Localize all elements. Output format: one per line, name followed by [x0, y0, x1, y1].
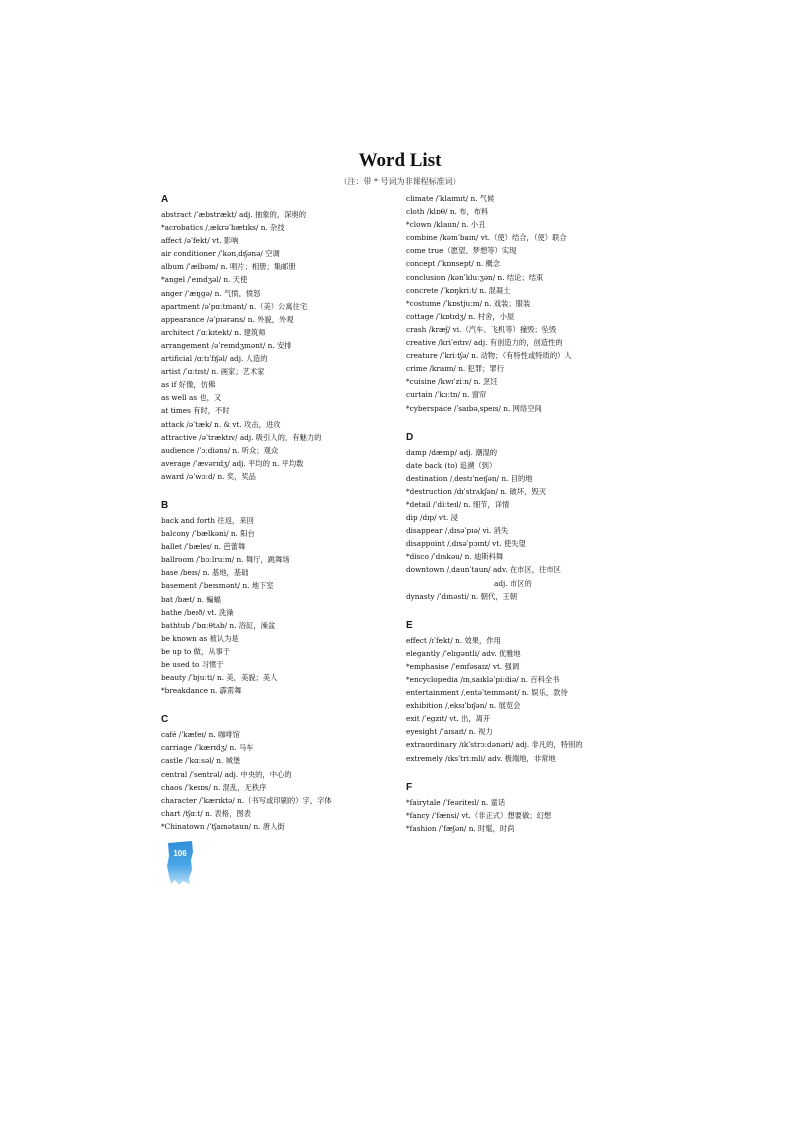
word-entry — [161, 741, 396, 754]
word-entry-text: back and forth 往返，来回 — [161, 515, 254, 525]
word-entry — [161, 404, 396, 417]
word-entry-text: artificial /ɑːtɪˈfɪʃəl/ adj. 人造的 — [161, 354, 268, 364]
word-entry — [161, 365, 396, 378]
word-entry — [161, 632, 396, 645]
word-entry — [406, 205, 646, 218]
word-entry — [161, 431, 396, 444]
word-entry — [161, 645, 396, 658]
word-entry — [161, 208, 396, 221]
word-entry-text: cottage /ˈkɒtɪdʒ/ n. 村舍，小屋 — [406, 311, 515, 321]
word-entry-text: basement /ˈbeɪsmənt/ n. 地下室 — [161, 581, 274, 591]
word-entry-text: *fancy /ˈfænsi/ vt.（非正式）想要做；幻想 — [406, 810, 552, 820]
word-entry-text: downtown /ˌdaunˈtaun/ adv. 在市区，往市区 — [406, 565, 561, 575]
word-entry — [406, 537, 646, 550]
word-entry-text: climate /ˈklaɪmɪt/ n. 气候 — [406, 194, 495, 203]
word-entry-text: eyesight /ˈaɪsaɪt/ n. 视力 — [406, 727, 493, 737]
word-entry-text: *disco /ˈdɪskəu/ n. 迪斯科舞 — [406, 552, 504, 562]
word-entry-text: anger /ˈæŋgə/ n. 气愤，愤怒 — [161, 288, 261, 298]
word-entry — [406, 752, 646, 765]
word-entry — [406, 563, 646, 576]
word-entry — [161, 339, 396, 352]
word-entry — [406, 362, 646, 375]
word-entry-text: *destruction /dɪˈstrʌkʃən/ n. 破坏，毁灭 — [406, 486, 547, 496]
word-entry-text: destination /ˌdestɪˈneɪʃən/ n. 目的地 — [406, 473, 533, 483]
word-entry — [161, 234, 396, 247]
page-title: Word List — [358, 150, 442, 171]
word-entry — [161, 593, 396, 606]
word-entry-text: come true（愿望、梦想等）实现 — [406, 246, 517, 256]
word-entry-text: bathtub /ˈbɑːθtʌb/ n. 浴缸，澡盆 — [161, 620, 276, 630]
word-entry — [406, 336, 646, 349]
word-entry-text: *cuisine /kwɪˈziːn/ n. 烹饪 — [406, 377, 498, 387]
word-entry-text: artist /ˈɑːtɪst/ n. 画家；艺术家 — [161, 367, 265, 377]
word-entry — [161, 457, 396, 470]
word-entry-text: *breakdance n. 霹雳舞 — [161, 686, 242, 696]
word-entry-text: appearance /əˈpɪərəns/ n. 外貌，外观 — [161, 314, 294, 324]
section-letter: B — [161, 499, 169, 511]
word-entry — [406, 590, 646, 603]
word-entry — [161, 794, 396, 807]
word-entry-text: abstract /ˈæbstrækt/ adj. 抽象的，深奥的 — [161, 210, 307, 219]
word-entry-text: be used to 习惯于 — [161, 660, 224, 669]
word-entry — [406, 822, 646, 835]
section-letter: D — [406, 431, 414, 443]
word-entry-text: *angel /ˈeɪndʒəl/ n. 天使 — [161, 275, 248, 285]
word-entry — [406, 738, 646, 751]
word-entry-text: dip /dɪp/ vt. 浸 — [406, 513, 458, 523]
word-entry — [406, 446, 646, 459]
word-entry — [406, 192, 646, 205]
word-entry — [406, 310, 646, 323]
word-entry — [406, 244, 646, 257]
word-entry-text: café /ˈkæfeɪ/ n. 咖啡馆 — [161, 730, 240, 740]
word-entry-text: dynasty /ˈdɪnəsti/ n. 朝代，王朝 — [406, 591, 518, 601]
word-entry-text: crash /kræʃ/ vi.（汽车、飞机等）撞毁；坠毁 — [406, 324, 557, 334]
word-entry — [406, 284, 646, 297]
word-entry — [406, 577, 646, 590]
word-entry — [406, 550, 646, 563]
word-entry-text: central /ˈsentrəl/ adj. 中央的，中心的 — [161, 769, 292, 779]
word-entry — [406, 524, 646, 537]
word-entry-text: effect /ɪˈfekt/ n. 效果，作用 — [406, 635, 501, 645]
word-entry — [161, 444, 396, 457]
word-section — [406, 432, 646, 603]
word-entry — [161, 553, 396, 566]
word-entry — [406, 375, 646, 388]
word-entry — [406, 231, 646, 244]
word-entry — [406, 323, 646, 336]
word-entry — [406, 673, 646, 686]
word-entry-text: chaos /ˈkeɪɒs/ n. 混乱，无秩序 — [161, 782, 267, 792]
word-entry — [161, 781, 396, 794]
word-entry — [161, 540, 396, 553]
word-entry — [406, 297, 646, 310]
word-entry-text: crime /kraɪm/ n. 犯罪；罪行 — [406, 364, 505, 374]
word-entry-text: apartment /əˈpɑːtmənt/ n.（美）公寓住宅 — [161, 301, 308, 311]
word-entry — [406, 388, 646, 401]
section-letter: C — [161, 714, 169, 726]
word-entry-text: award /əˈwɔːd/ n. 奖，奖品 — [161, 471, 256, 481]
word-entry-text: character /ˈkærɪktə/ n.（书写或印刷的）字，字体 — [161, 795, 332, 805]
word-entry-text: elegantly /ˈelɪgəntli/ adv. 优雅地 — [406, 648, 521, 658]
word-entry — [161, 313, 396, 326]
word-entry — [406, 809, 646, 822]
word-entry-text: as if 好像，仿佛 — [161, 380, 216, 390]
word-entry — [161, 658, 396, 671]
word-entry — [406, 472, 646, 485]
word-entry-text: air conditioner /ˈkənˌdɪʃənə/ 空调 — [161, 249, 280, 259]
word-section — [161, 194, 396, 483]
word-section — [161, 500, 396, 697]
word-section — [406, 620, 646, 765]
word-entry-text: arrangement /əˈreɪndʒmənt/ n. 安排 — [161, 340, 292, 350]
word-entry-text: conclusion /kənˈkluːʒən/ n. 结论；结束 — [406, 272, 544, 282]
word-entry — [161, 768, 396, 781]
word-entry — [161, 418, 396, 431]
word-entry-text: disappoint /ˌdɪsəˈpɔɪnt/ vt. 使失望 — [406, 539, 526, 549]
word-entry — [406, 459, 646, 472]
word-entry — [406, 796, 646, 809]
word-entry-text: bat /bæt/ n. 蝙蝠 — [161, 594, 221, 604]
right-column — [406, 192, 646, 835]
word-entry-text: chart /tʃɑːt/ n. 表格，图表 — [161, 808, 251, 818]
word-entry — [161, 619, 396, 632]
word-entry — [406, 257, 646, 270]
word-entry-text: *acrobatics /ˌækrəˈbætɪks/ n. 杂技 — [161, 223, 285, 233]
word-entry-text: creative /kriˈeɪtɪv/ adj. 有创造力的，创造性的 — [406, 338, 563, 348]
word-entry — [161, 300, 396, 313]
page-number-badge — [165, 840, 195, 886]
word-entry — [406, 218, 646, 231]
word-entry — [161, 247, 396, 260]
word-entry-text: extremely /ɪksˈtriːmli/ adv. 极端地，非常地 — [406, 753, 556, 763]
word-entry — [161, 260, 396, 273]
word-entry — [406, 511, 646, 524]
word-entry — [161, 470, 396, 483]
word-entry-text: exit /ˈegzɪt/ vt. 出，离开 — [406, 714, 491, 724]
word-entry — [406, 498, 646, 511]
word-entry — [161, 606, 396, 619]
word-entry-text: at times 有时，不时 — [161, 406, 230, 416]
word-entry — [161, 326, 396, 339]
word-entry-text: combine /kəmˈbaɪn/ vt.（使）结合，（使）联合 — [406, 233, 567, 243]
word-entry — [406, 634, 646, 647]
word-entry-text: architect /ˈɑːkɪtekt/ n. 建筑师 — [161, 327, 266, 337]
word-entry-text: balcony /ˈbælkəni/ n. 阳台 — [161, 529, 255, 539]
section-letter: E — [406, 619, 413, 631]
word-entry-text: *emphasise /ˈemfəsaɪz/ vt. 强调 — [406, 661, 520, 671]
word-entry-text: audience /ˈɔːdiəns/ n. 听众；观众 — [161, 445, 279, 455]
word-entry-text: exhibition /ˌeksɪˈbɪʃən/ n. 展览会 — [406, 701, 521, 711]
brush-stroke-icon — [165, 840, 195, 886]
word-entry-text: damp /dæmp/ adj. 潮湿的 — [406, 447, 498, 457]
word-entry — [161, 671, 396, 684]
word-entry — [406, 271, 646, 284]
page-number: 106 — [173, 849, 187, 858]
word-entry-text: cloth /klɒθ/ n. 布，布料 — [406, 207, 489, 217]
word-entry-text: bathe /beɪð/ vt. 洗澡 — [161, 607, 234, 617]
word-entry-text: attack /əˈtæk/ n. & vt. 攻击，进攻 — [161, 419, 281, 429]
word-entry-text: creature /ˈkriːtʃə/ n. 动物；（有特性或特质的）人 — [406, 351, 572, 361]
word-entry-text: be up to 做，从事于 — [161, 646, 231, 656]
word-entry-text: date back (to) 追溯（到） — [406, 460, 497, 470]
word-entry-text: *fashion /ˈfæʃən/ n. 时髦，时尚 — [406, 823, 515, 833]
word-entry-text: *Chinatown /ˈtʃaɪnətaun/ n. 唐人街 — [161, 821, 285, 831]
word-entry — [406, 402, 646, 415]
word-entry — [161, 514, 396, 527]
word-entry-text: base /beɪs/ n. 基地，基础 — [161, 568, 249, 578]
word-entry — [161, 728, 396, 741]
word-entry-text: concrete /ˈkɒŋkriːt/ n. 混凝土 — [406, 285, 511, 295]
word-entry-text: concept /ˈkɒnsept/ n. 概念 — [406, 259, 501, 269]
page-note: （注：带 * 号词为非课程标准词） — [339, 177, 461, 186]
word-entry-text: beauty /ˈbjuːti/ n. 美，美貌；美人 — [161, 673, 278, 683]
word-entry — [161, 273, 396, 286]
word-entry-text: be known as 被认为是 — [161, 633, 239, 643]
word-entry-text: *detail /ˈdiːteɪl/ n. 细节，详情 — [406, 499, 510, 509]
word-entry-text: average /ˈævərɪdʒ/ adj. 平均的 n. 平均数 — [161, 458, 304, 468]
word-entry-text: as well as 也，又 — [161, 393, 222, 403]
word-entry-text: album /ˈælbəm/ n. 唱片；相册；集邮册 — [161, 262, 296, 272]
word-entry — [161, 391, 396, 404]
word-section — [406, 192, 646, 415]
word-entry — [406, 725, 646, 738]
word-entry-text: *encyclopedia /ɪnˌsaɪkləˈpiːdiə/ n. 百科全书 — [406, 675, 560, 684]
word-entry — [406, 349, 646, 362]
word-entry — [406, 686, 646, 699]
word-entry — [161, 566, 396, 579]
word-entry — [406, 485, 646, 498]
word-entry-text: disappear /ˌdɪsəˈpɪə/ vi. 消失 — [406, 526, 509, 536]
word-entry — [161, 221, 396, 234]
word-entry-text: extraordinary /ɪkˈstrɔːdənəri/ adj. 非凡的，特别的 — [406, 740, 583, 750]
word-section — [406, 782, 646, 835]
word-entry — [406, 647, 646, 660]
section-letter: A — [161, 194, 169, 205]
word-entry-text: ballet /ˈbæleɪ/ n. 芭蕾舞 — [161, 542, 246, 552]
word-entry-text: attractive /əˈtræktɪv/ adj. 吸引人的，有魅力的 — [161, 432, 322, 442]
word-entry-text: affect /əˈfekt/ vt. 影响 — [161, 236, 239, 246]
section-letter: F — [406, 781, 413, 793]
word-entry-text: *cyberspace /ˈsaɪbəˌspeɪs/ n. 网络空间 — [406, 403, 542, 413]
word-entry-text: entertainment /ˌentəˈteɪnmənt/ n. 娱乐，款待 — [406, 688, 568, 698]
word-entry — [406, 699, 646, 712]
word-entry-text: *costume /ˈkɒstjuːm/ n. 戏装；服装 — [406, 298, 531, 308]
word-entry-text: ballroom /ˈbɔːlruːm/ n. 舞厅，跳舞场 — [161, 555, 290, 565]
word-entry-text: curtain /ˈkɜːtn/ n. 窗帘 — [406, 390, 487, 400]
word-section — [161, 714, 396, 833]
word-entry — [161, 378, 396, 391]
word-entry-text: *fairytale /ˈfeəriteɪl/ n. 童话 — [406, 797, 506, 807]
word-entry-text: castle /ˈkɑːsəl/ n. 城堡 — [161, 756, 241, 766]
word-entry — [161, 527, 396, 540]
word-entry — [161, 579, 396, 592]
word-entry — [161, 352, 396, 365]
word-entry — [406, 712, 646, 725]
word-entry-text: adj. 市区的 — [494, 578, 532, 588]
left-column — [161, 194, 396, 833]
word-entry — [406, 660, 646, 673]
word-entry-text: carriage /ˈkærɪdʒ/ n. 马车 — [161, 743, 254, 753]
word-entry — [161, 807, 396, 820]
word-entry — [161, 754, 396, 767]
word-entry-text: *clown /klaun/ n. 小丑 — [406, 220, 486, 230]
word-entry — [161, 287, 396, 300]
word-entry — [161, 684, 396, 697]
word-entry — [161, 820, 396, 833]
